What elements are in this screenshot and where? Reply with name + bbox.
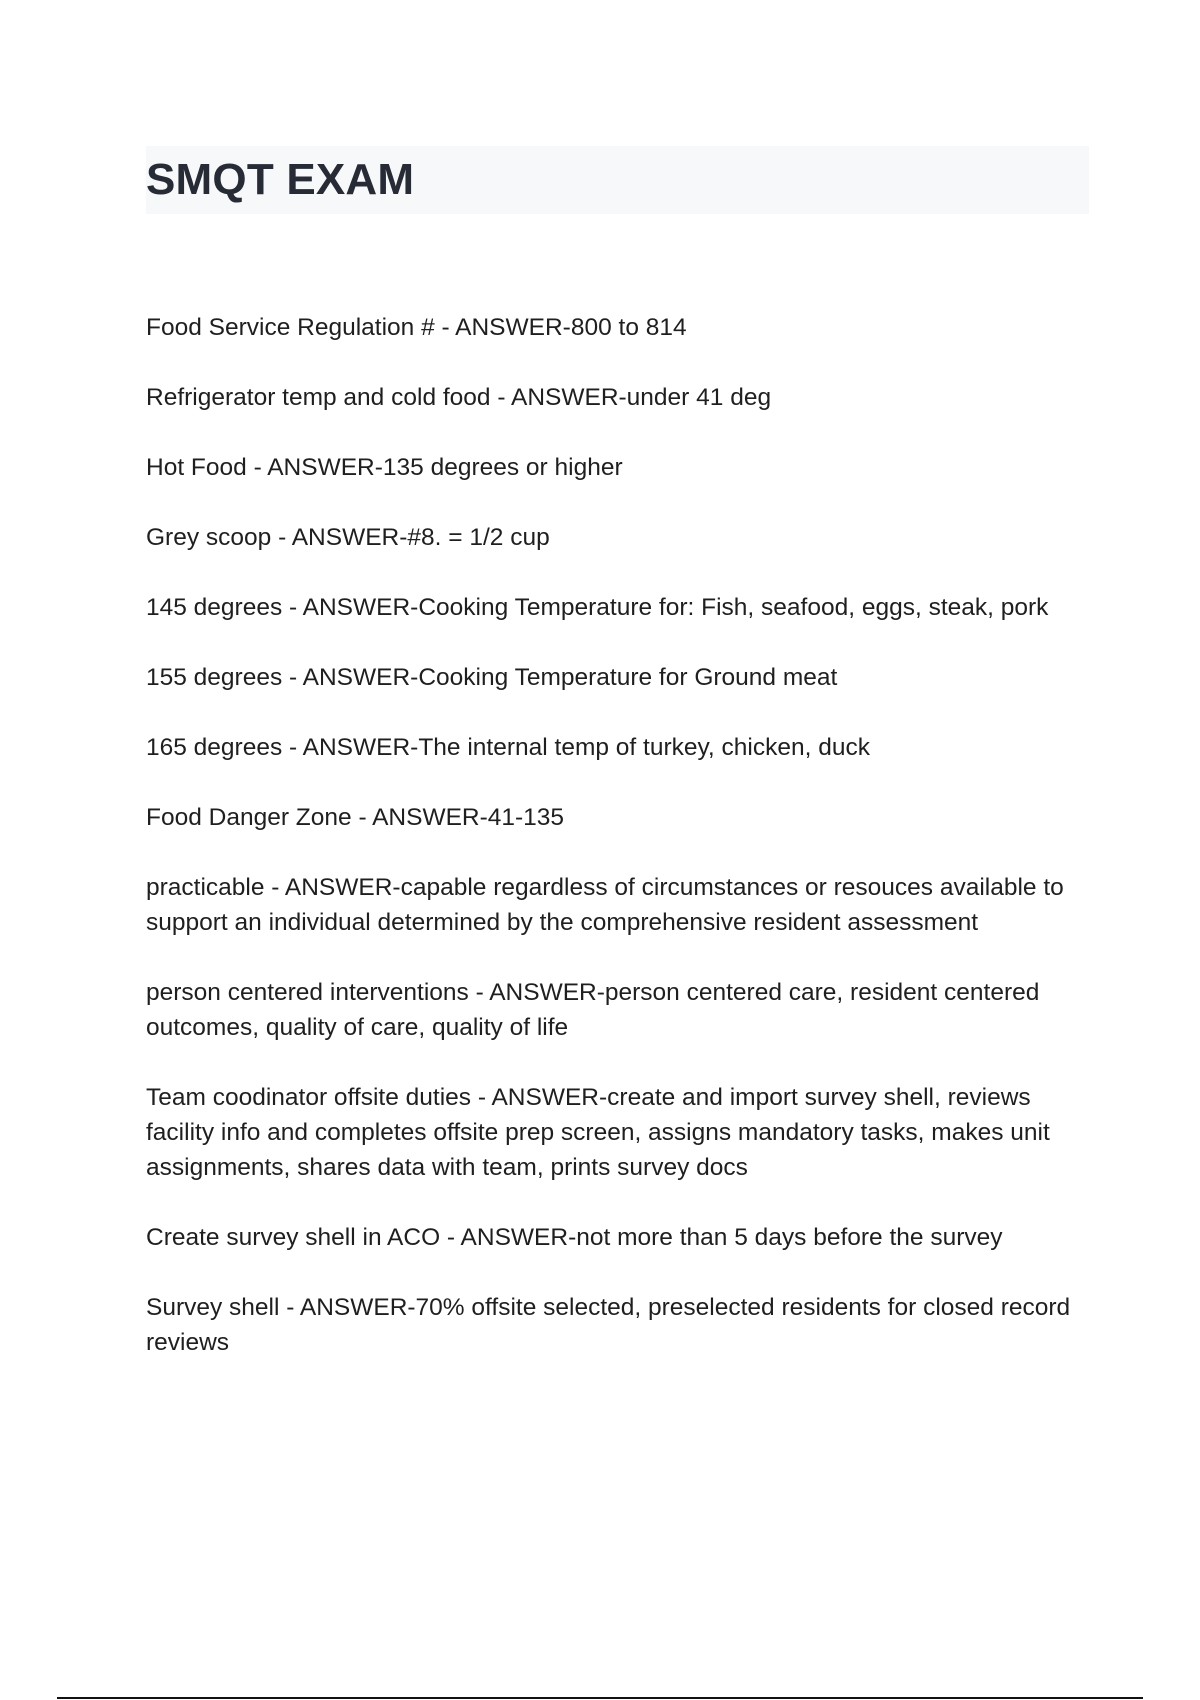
qa-item: Survey shell - ANSWER-70% offsite selected, preselected residents for closed record reviews [146, 1294, 1071, 1356]
qa-item: Create survey shell in ACO - ANSWER-not more than 5 days before the survey [146, 1224, 1003, 1251]
title-banner [146, 146, 1089, 214]
qa-item: Team coodinator offsite duties - ANSWER-create and import survey shell, reviews facility info and completes offsite prep screen, assigns mandatory tasks, makes unit assignments, shares data with team, prints survey docs [146, 1084, 1050, 1181]
qa-item: 155 degrees - ANSWER-Cooking Temperature for Ground meat [146, 664, 838, 691]
qa-item: Food Service Regulation # - ANSWER-800 to 814 [146, 314, 687, 341]
qa-item: 145 degrees - ANSWER-Cooking Temperature for: Fish, seafood, eggs, steak, pork [146, 594, 1049, 621]
page-title: SMQT EXAM [146, 155, 415, 204]
qa-item: Food Danger Zone - ANSWER-41-135 [146, 804, 565, 831]
qa-item: Hot Food - ANSWER-135 degrees or higher [146, 454, 623, 481]
qa-item: Refrigerator temp and cold food - ANSWER-under 41 deg [146, 384, 772, 411]
footer-divider [57, 1697, 1143, 1699]
qa-item: 165 degrees - ANSWER-The internal temp of turkey, chicken, duck [146, 734, 870, 761]
qa-item: Grey scoop - ANSWER-#8. = 1/2 cup [146, 524, 550, 551]
qa-item: person centered interventions - ANSWER-person centered care, resident centered outcomes, quality of care, quality of life [146, 979, 1040, 1041]
qa-item: practicable - ANSWER-capable regardless of circumstances or resouces available to support an individual determined by the comprehensive resident assessment [146, 874, 1064, 936]
question-answer-list [146, 310, 1091, 1395]
